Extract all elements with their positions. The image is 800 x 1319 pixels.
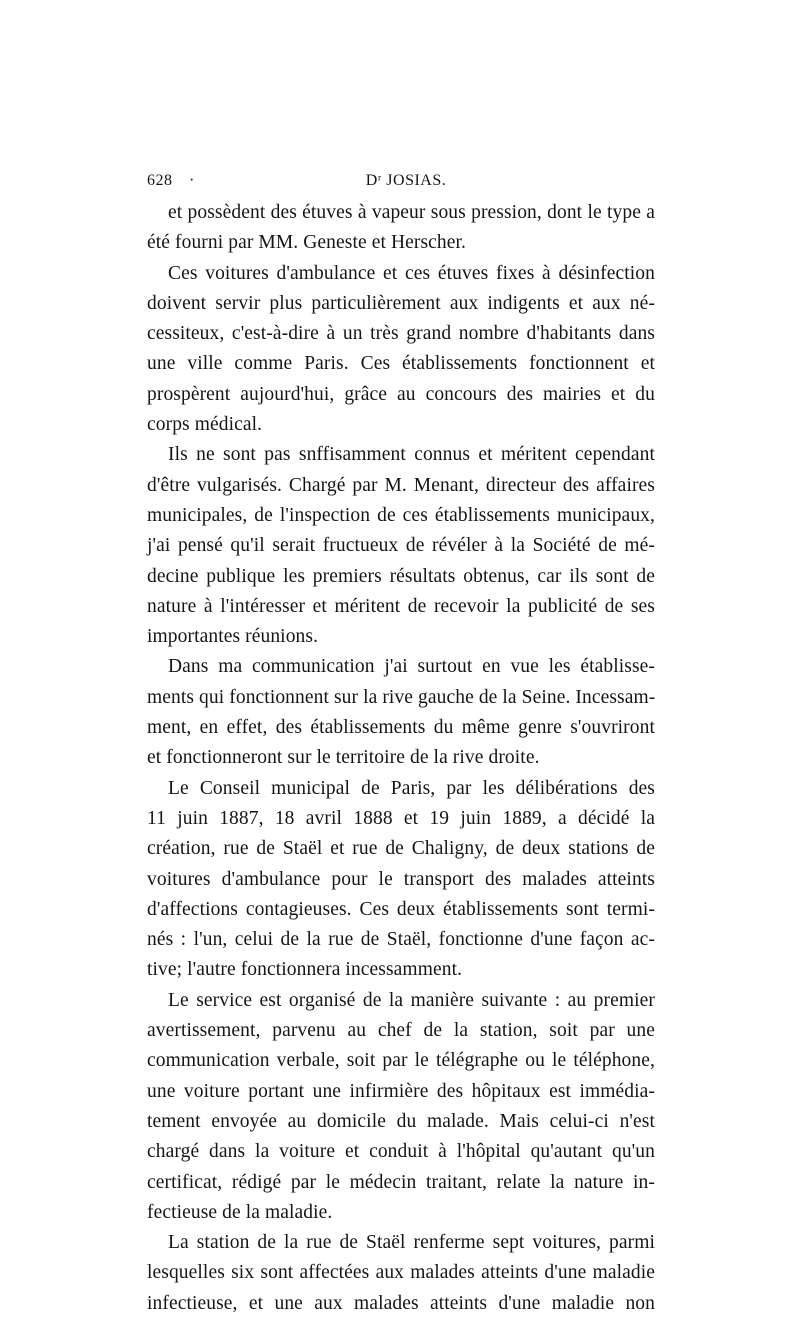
- author-header: Dʳ JOSIAS.: [365, 172, 447, 189]
- text-line: ments qui fonctionnent sur la rive gauche de la Seine. Incessam-: [147, 686, 656, 708]
- text-line: Dans ma communication j'ai surtout en vue les établisse-: [168, 656, 655, 678]
- text-line: lesquelles six sont affectées aux malades atteints d'une maladie: [147, 1262, 655, 1284]
- text-line: nature à l'intéresser et méritent de recevoir la publicité de ses: [147, 595, 655, 617]
- text-line: Le service est organisé de la manière suivante : au premier: [168, 989, 655, 1011]
- text-line: cessiteux, c'est-à-dire à un très grand nombre d'habitants dans: [147, 323, 655, 345]
- text-line: d'affections contagieuses. Ces deux établissements sont termi-: [147, 898, 655, 920]
- text-line: tement envoyée au domicile du malade. Mais celui-ci n'est: [147, 1110, 655, 1132]
- text-line: municipales, de l'inspection de ces établissements municipaux,: [147, 504, 655, 526]
- text-line: d'être vulgarisés. Chargé par M. Menant, directeur des affaires: [147, 474, 655, 496]
- paragraph: [147, 259, 655, 441]
- text-line: doivent servir plus particulièrement aux indigents et aux né-: [147, 292, 655, 314]
- text-line: certificat, rédigé par le médecin traitant, relate la nature in-: [147, 1171, 655, 1193]
- text-line: ment, en effet, des établissements du même genre s'ouvriront: [147, 717, 655, 739]
- header-separator: ·: [189, 172, 195, 189]
- text-line: une ville comme Paris. Ces établissements fonctionnent et: [147, 353, 655, 375]
- paragraph: [147, 774, 655, 986]
- text-line: tive; l'autre fonctionnera incessamment.: [147, 959, 463, 981]
- text-line: Ces voitures d'ambulance et ces étuves fixes à désinfection: [168, 262, 655, 284]
- paragraph: [147, 1228, 655, 1319]
- text-line: et fonctionneront sur le territoire de la rive droite.: [147, 747, 540, 769]
- page-number-text: 628: [147, 172, 173, 189]
- text-line: j'ai pensé qu'il serait fructueux de révéler à la Société de mé-: [147, 535, 655, 557]
- text-line: prospèrent aujourd'hui, grâce au concours des mairies et du: [147, 383, 655, 405]
- paragraph: [147, 198, 655, 259]
- text-line: voitures d'ambulance pour le transport des malades atteints: [147, 868, 655, 890]
- running-head: [147, 172, 657, 196]
- body-text: [147, 198, 655, 1319]
- text-line: decine publique les premiers résultats obtenus, car ils sont de: [147, 565, 655, 587]
- text-line: création, rue de Staël et rue de Chaligny, de deux stations de: [147, 838, 655, 860]
- text-line: avertissement, parvenu au chef de la station, soit par une: [147, 1020, 655, 1042]
- text-line: nés : l'un, celui de la rue de Staël, fonctionne d'une façon ac-: [147, 929, 655, 951]
- text-line: La station de la rue de Staël renferme sept voitures, parmi: [168, 1232, 655, 1254]
- paragraph: [147, 440, 655, 652]
- text-line: une voiture portant une infirmière des hôpitaux est immédia-: [147, 1080, 655, 1102]
- paragraph: [147, 652, 655, 773]
- text-line: communication verbale, soit par le télégraphe ou le téléphone,: [147, 1050, 655, 1072]
- text-line: Le Conseil municipal de Paris, par les délibérations des: [168, 777, 655, 799]
- text-line: et possèdent des étuves à vapeur sous pression, dont le type a: [168, 202, 655, 223]
- text-line: été fourni par MM. Geneste et Herscher.: [147, 232, 467, 254]
- text-line: importantes réunions.: [147, 626, 319, 648]
- text-line: corps médical.: [147, 414, 263, 436]
- text-line: chargé dans la voiture et conduit à l'hôpital qu'autant qu'un: [147, 1141, 655, 1163]
- text-line: 11 juin 1887, 18 avril 1888 et 19 juin 1889, a décidé la: [147, 807, 655, 829]
- paragraph: [147, 986, 655, 1228]
- text-line: fectieuse de la maladie.: [147, 1201, 333, 1223]
- text-line: infectieuse, et une aux malades atteints d'une maladie non: [147, 1292, 655, 1314]
- text-line: Ils ne sont pas snffisamment connus et méritent cependant: [168, 444, 655, 466]
